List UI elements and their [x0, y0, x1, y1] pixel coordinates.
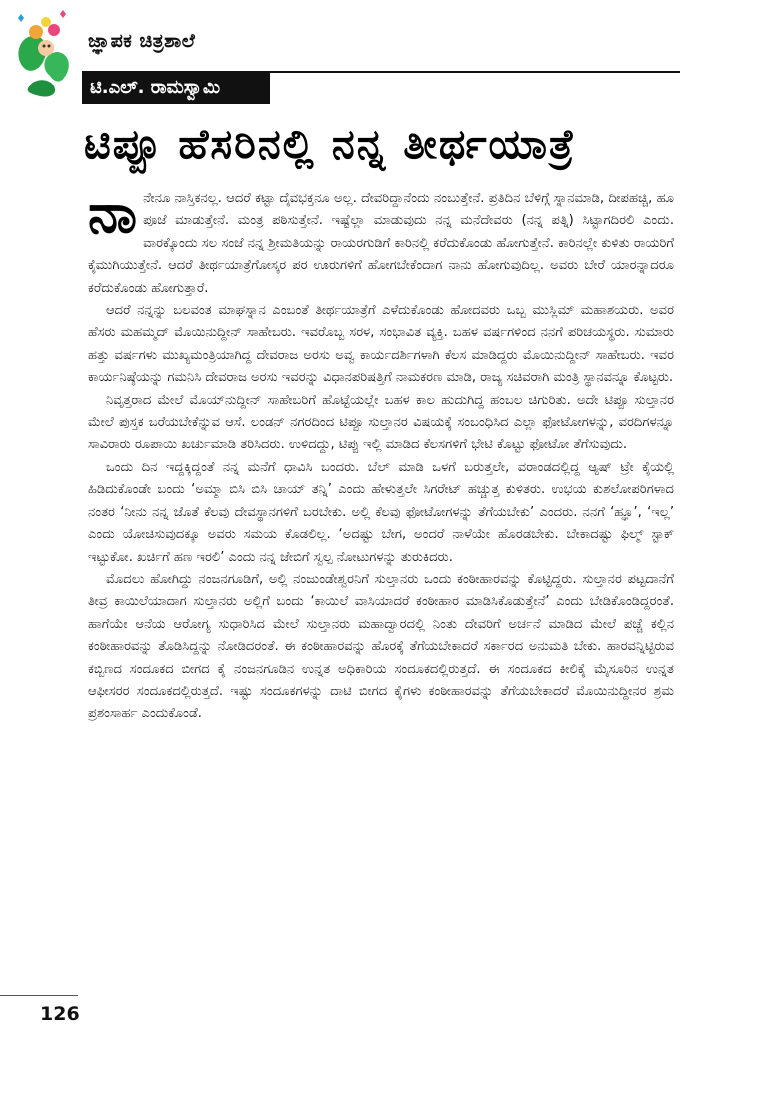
footer-rule	[0, 995, 78, 996]
drop-cap: ನಾ	[88, 182, 138, 245]
page-number: 126	[40, 1003, 80, 1025]
paragraph-text: ನೇನೂ ನಾಸ್ತಿಕನಲ್ಲ. ಆದರೆ ಕಟ್ಟಾ ದೈವಭಕ್ತನೂ ಅಲ್ಲ. ದೇವರಿದ್ದಾನೆಂದು ನಂಬುತ್ತೇನೆ. ಪ್ರತಿದಿನ ಬೆಳಿಗ್ಗೆ ಸ್ನಾನಮಾಡಿ, ದೀಪಹಚ್ಚಿ, ಹೂ ಪೂಜೆ ಮಾಡುತ್ತೇನೆ. ಮಂತ್ರ ಪಠಿಸುತ್ತೇನೆ. ಇಷ್ಟೆಲ್ಲಾ ಮಾಡುವುದು ನನ್ನ ಮನೆದೇವರು (ನನ್ನ ಪತ್ನಿ) ಸಿಟ್ಟಾಗದಿರಲಿ ಎಂದು. ವಾರಕ್ಕೊಂದು ಸಲ ಸಂಜೆ ನನ್ನ ಶ್ರೀಮತಿಯನ್ನು ರಾಯರಗುಡಿಗೆ ಕಾರಿನಲ್ಲಿ ಕರೆದುಕೊಂಡು ಹೋಗುತ್ತೇನೆ. ಕಾರಿನಲ್ಲೇ ಕುಳಿತು ರಾಯರಿಗೆ ಕೈಮುಗಿಯುತ್ತೇನೆ. ಆದರೆ ತೀರ್ಥಯಾತ್ರೆಗೋಸ್ಕರ ಪರ ಊರುಗಳಿಗೆ ಹೋಗಬೇಕೆಂದಾಗ ನಾನು ಹೋಗುವುದಿಲ್ಲ. ಅವರು ಬೇರೆ ಯಾರನ್ನಾದರೂ ಕರೆದುಕೊಂಡು ಹೋಗುತ್ತಾರೆ.	[88, 191, 674, 296]
article-paragraph	[88, 182, 674, 300]
author-name: ಟಿ.ಎಲ್. ರಾಮಸ್ವಾಮಿ	[82, 72, 270, 104]
series-title: ಜ್ಞಾಪಕ ಚಿತ್ರಶಾಲೆ	[88, 30, 196, 52]
article-paragraph: ನಿವೃತ್ತರಾದ ಮೇಲೆ ಮೊಯ್‌ನುದ್ದೀನ್ ಸಾಹೇಬರಿಗೆ ಹೊಟ್ಟೆಯಲ್ಲೇ ಬಹಳ ಕಾಲ ಹುದುಗಿದ್ದ ಹಂಬಲ ಚಿಗುರಿತು. ಅದೇ ಟಿಪ್ಪೂ ಸುಲ್ತಾನರ ಮೇಲೆ ಪುಸ್ತಕ ಬರೆಯಬೇಕೆನ್ನುವ ಆಸೆ. ಲಂಡನ್ ನಗರದಿಂದ ಟಿಪ್ಪೂ ಸುಲ್ತಾನರ ವಿಷಯಕ್ಕೆ ಸಂಬಂಧಿಸಿದ ಎಲ್ಲಾ ಫೋಟೋಗಳನ್ನು, ವರದಿಗಳನ್ನೂ ಸಾವಿರಾರು ರೂಪಾಯಿ ಖರ್ಚುಮಾಡಿ ತರಿಸಿದರು. ಉಳಿದದ್ದು, ಟಿಪ್ಪು ಇಲ್ಲಿ ಮಾಡಿದ ಕೆಲಸಗಳಿಗೆ ಭೇಟಿ ಕೊಟ್ಟು ಫೋಟೋ ತೆಗೆಸುವುದು.	[88, 392, 674, 453]
article-paragraph: ಆದರೆ ನನ್ನನ್ನು ಬಲವಂತ ಮಾಘಸ್ನಾನ ಎಂಬಂತೆ ತೀರ್ಥಯಾತ್ರೆಗೆ ಎಳೆದುಕೊಂಡು ಹೋದವರು ಒಬ್ಬ ಮುಸ್ಲಿಮ್ ಮಹಾಶಯರು. ಅವರ ಹೆಸರು ಮಹಮ್ಮದ್ ಮೊಯಿನುದ್ದೀನ್ ಸಾಹೇಬರು. ಇವರೊಬ್ಬ ಸರಳ, ಸಂಭಾವಿತ ವ್ಯಕ್ತಿ. ಬಹಳ ವರ್ಷಗಳಿಂದ ನನಗೆ ಪರಿಚಯಸ್ಥರು. ಸುಮಾರು ಹತ್ತು ವರ್ಷಗಳು ಮುಖ್ಯಮಂತ್ರಿಯಾಗಿದ್ದ ದೇವರಾಜ ಅರಸು ಅವ್ವ ಕಾರ್ಯದರ್ಶಿಗಳಾಗಿ ಕೆಲಸ ಮಾಡಿದ್ದರು ಮೊಯಿನುದ್ದೀನ್ ಸಾಹೇಬರು. ಇವರ ಕಾರ್ಯನಿಷ್ಠೆಯನ್ನು ಗಮನಿಸಿ ದೇವರಾಜ ಅರಸು ಇವರನ್ನು ವಿಧಾನಪರಿಷತ್ತಿಗೆ ನಾಮಕರಣ ಮಾಡಿ, ರಾಜ್ಯ ಸಚಿವರಾಗಿ ಮಂತ್ರಿ ಸ್ಥಾನವನ್ನೂ ಕೊಟ್ಟರು.	[88, 303, 674, 386]
article-paragraph: ಮೊದಲು ಹೋಗಿದ್ದು ನಂಜನಗೂಡಿಗೆ, ಅಲ್ಲಿ ನಂಜುಂಡೇಶ್ವರನಿಗೆ ಸುಲ್ತಾನರು ಒಂದು ಕಂಠೀಹಾರವನ್ನು ಕೊಟ್ಟಿದ್ದರು. ಸುಲ್ತಾನರ ಪಟ್ಟದಾನೆಗೆ ತೀವ್ರ ಕಾಯಿಲೆಯಾದಾಗ ಸುಲ್ತಾನರು ಅಲ್ಲಿಗೆ ಬಂದು ‘ಕಾಯಿಲೆ ವಾಸಿಯಾದರೆ ಕಂಠೀಹಾರ ಮಾಡಿಸಿಕೊಡುತ್ತೇನೆ’ ಎಂದು ಬೇಡಿಕೊಂಡಿದ್ದರಂತೆ. ಹಾಗೆಯೇ ಆನೆಯ ಆರೋಗ್ಯ ಸುಧಾರಿಸಿದ ಮೇಲೆ ಸುಲ್ತಾನರು ಮಹಾದ್ವಾರದಲ್ಲಿ ನಿಂತು ದೇವರಿಗೆ ಅರ್ಚನೆ ಮಾಡಿದ ಮೇಲೆ ಪಚ್ಚೆ ಕಲ್ಲಿನ ಕಂಠೀಹಾರವನ್ನು ತೊಡಿಸಿದ್ದನ್ನು ನೋಡಿದರಂತೆ. ಈ ಕಂಠೀಹಾರವನ್ನು ಹೊರಕ್ಕೆ ತೆಗೆಯಬೇಕಾದರೆ ಸರ್ಕಾರದ ಅನುಮತಿ ಬೇಕು. ಹಾರವನ್ನಿಟ್ಟಿರುವ ಕಬ್ಬಿಣದ ಸಂದೂಕದ ಬೀಗದ ಕೈ ನಂಜನಗೂಡಿನ ಉನ್ನತ ಅಧಿಕಾರಿಯ ಸಂದೂಕದಲ್ಲಿರುತ್ತದೆ. ಈ ಸಂದೂಕದ ಕೀಲಿಕೈ ಮೈಸೂರಿನ ಉನ್ನತ ಆಫೀಸರರ ಸಂದೂಕದಲ್ಲಿರುತ್ತದೆ. ಇಷ್ಟು ಸಂದೂಕಗಳನ್ನು ದಾಟಿ ಬೀಗದ ಕೈಗಳು ಕಂಠೀಹಾರವನ್ನು ತೆಗೆಯಬೇಕಾದರೆ ಮೊಯಿನುದ್ದೀನರ ಶ್ರಮ ಪ್ರಶಂಸಾರ್ಹ ಎಂದುಕೊಂಡೆ.	[88, 571, 674, 722]
article-paragraph: ಒಂದು ದಿನ ಇದ್ದಕ್ಕಿದ್ದಂತೆ ನನ್ನ ಮನೆಗೆ ಧಾವಿಸಿ ಬಂದರು. ಬೆಲ್ ಮಾಡಿ ಒಳಗೆ ಬರುತ್ತಲೇ, ವರಾಂಡದಲ್ಲಿದ್ದ ಆ್ಯಷ್ ಟ್ರೇ ಕೈಯಲ್ಲಿ ಹಿಡಿದುಕೊಂಡೇ ಬಂದು ‘ಅಮ್ಮಾ ಬಿಸಿ ಬಿಸಿ ಚಾಯ್ ತನ್ನಿ’ ಎಂದು ಹೇಳುತ್ತಲೇ ಸಿಗರೇಟ್ ಹಚ್ಚುತ್ತ ಕುಳಿತರು. ಉಭಯ ಕುಶಲೋಪರಿಗಳಾದ ನಂತರ ‘ನೀನು ನನ್ನ ಜೊತೆ ಕೆಲವು ದೇವಸ್ಥಾನಗಳಿಗೆ ಬರಬೇಕು. ಅಲ್ಲಿ ಕೆಲವು ಫೋಟೋಗಳನ್ನು ತೆಗೆಯಬೇಕು’ ಎಂದರು. ನನಗೆ ‘ಹ್ಞೂ’, ‘ಇಲ್ಲ’ ಎಂದು ಯೋಚಿಸುವುದಕ್ಕೂ ಅವರು ಸಮಯ ಕೊಡಲಿಲ್ಲ. ‘ಅದಷ್ಟು ಬೇಗ, ಅಂದರೆ ನಾಳೆಯೇ ಹೊರಡಬೇಕು. ಬೇಕಾದಷ್ಟು ಫಿಲ್ಮ್ ಸ್ಟಾಕ್ ಇಟ್ಟುಕೋ. ಖರ್ಚಿಗೆ ಹಣ ಇರಲಿ’ ಎಂದು ನನ್ನ ಜೇಬಿಗೆ ಸ್ವಲ್ಪ ನೋಟುಗಳನ್ನು ತುರುಕಿದರು.	[88, 459, 674, 565]
article-title: ಟಿಪ್ಪೂ ಹೆಸರಿನಲ್ಲಿ ನನ್ನ ತೀರ್ಥಯಾತ್ರೆ	[84, 120, 577, 168]
article-body	[88, 182, 674, 726]
series-logo	[10, 8, 78, 100]
